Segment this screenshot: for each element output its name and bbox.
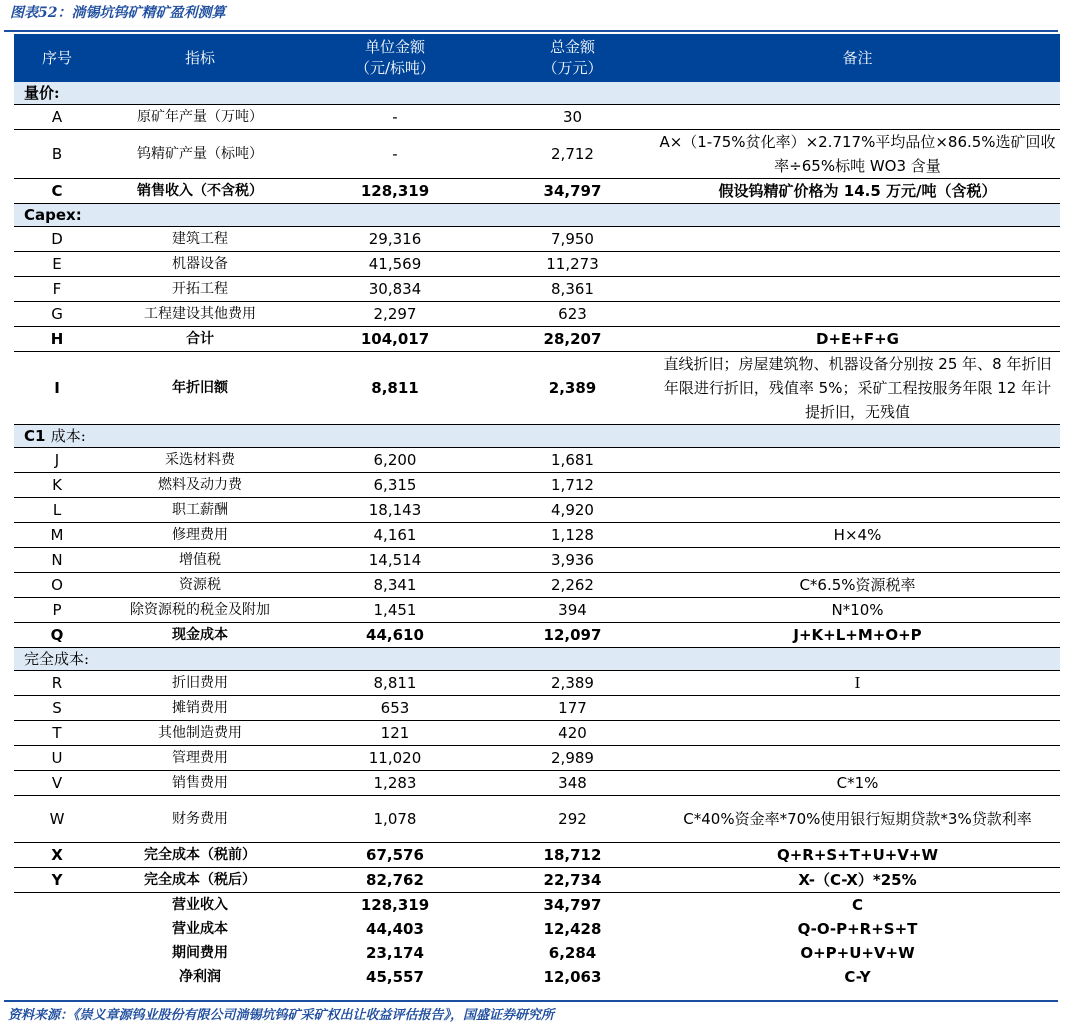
table-row xyxy=(14,623,1060,648)
section-label: 成本: xyxy=(50,427,86,445)
header-total-line2: （万元） xyxy=(542,59,603,77)
table-row xyxy=(14,179,1060,204)
row-no: Y xyxy=(14,868,100,893)
row-no: U xyxy=(14,746,100,771)
row-total: 1,128 xyxy=(490,523,655,548)
row-no: F xyxy=(14,277,100,302)
profit-estimate-table xyxy=(14,34,1060,989)
section-c1-cost xyxy=(14,425,1060,448)
row-unit: 30,834 xyxy=(300,277,490,302)
row-note: 假设钨精矿价格为 14.5 万元/吨（含税） xyxy=(655,179,1060,204)
table-row xyxy=(14,130,1060,179)
row-unit: 128,319 xyxy=(360,896,430,914)
table-row xyxy=(14,523,1060,548)
row-item: 年折旧额 xyxy=(100,352,300,425)
row-unit: 18,143 xyxy=(300,498,490,523)
row-no: C xyxy=(14,179,100,204)
row-unit: 8,341 xyxy=(300,573,490,598)
row-note: C*6.5%资源税率 xyxy=(655,573,1060,598)
row-total: 1,681 xyxy=(490,448,655,473)
row-total: 4,920 xyxy=(490,498,655,523)
row-total: 2,262 xyxy=(490,573,655,598)
row-item: 折旧费用 xyxy=(100,671,300,696)
row-no: M xyxy=(14,523,100,548)
row-item: 摊销费用 xyxy=(100,696,300,721)
row-unit: 44,610 xyxy=(300,623,490,648)
row-unit: 6,200 xyxy=(300,448,490,473)
row-item: 机器设备 xyxy=(100,252,300,277)
table-row xyxy=(14,473,1060,498)
row-total: 2,989 xyxy=(490,746,655,771)
section-label-prefix: C1 xyxy=(24,427,46,445)
section-label: 量价: xyxy=(24,84,60,102)
table-row xyxy=(14,105,1060,130)
row-note: A×（1-75%贫化率）×2.717%平均品位×86.5%选矿回收率÷65%标吨 WO3 含量 xyxy=(655,130,1060,179)
table-row xyxy=(14,448,1060,473)
table-row xyxy=(14,746,1060,771)
row-note: H×4% xyxy=(655,523,1060,548)
row-item: 原矿年产量（万吨） xyxy=(100,105,300,130)
row-no xyxy=(14,941,100,965)
header-total-line1: 总金额 xyxy=(549,38,595,56)
table-row xyxy=(14,696,1060,721)
row-unit: 1,283 xyxy=(300,771,490,796)
table-row xyxy=(14,227,1060,252)
row-item: 净利润 xyxy=(179,969,221,985)
row-unit: 23,174 xyxy=(366,944,424,962)
summary-row xyxy=(14,917,1060,941)
section-full-cost xyxy=(14,648,1060,671)
row-unit: 128,319 xyxy=(300,179,490,204)
row-note: Q-O-P+R+S+T xyxy=(797,920,918,938)
row-item: 资源税 xyxy=(100,573,300,598)
row-total: 2,712 xyxy=(490,130,655,179)
row-item: 钨精矿产量（标吨） xyxy=(100,130,300,179)
row-unit: 14,514 xyxy=(300,548,490,573)
table-row xyxy=(14,252,1060,277)
row-unit: 121 xyxy=(300,721,490,746)
row-total: 3,936 xyxy=(490,548,655,573)
row-no xyxy=(14,917,100,941)
row-no: A xyxy=(14,105,100,130)
row-item: 合计 xyxy=(100,327,300,352)
row-unit: 6,315 xyxy=(300,473,490,498)
header-no: 序号 xyxy=(14,34,100,82)
row-total: 177 xyxy=(490,696,655,721)
row-item: 其他制造费用 xyxy=(100,721,300,746)
row-no: K xyxy=(14,473,100,498)
row-note: I xyxy=(655,671,1060,696)
row-no: S xyxy=(14,696,100,721)
row-unit: 4,161 xyxy=(300,523,490,548)
row-total: 348 xyxy=(490,771,655,796)
row-unit: 8,811 xyxy=(300,352,490,425)
row-no: W xyxy=(14,796,100,843)
row-total: 8,361 xyxy=(490,277,655,302)
row-unit: 11,020 xyxy=(300,746,490,771)
row-total: 34,797 xyxy=(490,179,655,204)
row-note: C*40%资金率*70%使用银行短期贷款*3%贷款利率 xyxy=(655,796,1060,843)
row-no: J xyxy=(14,448,100,473)
row-total: 420 xyxy=(490,721,655,746)
section-volume-price xyxy=(14,82,1060,105)
row-note xyxy=(655,252,1060,277)
row-item: 采选材料费 xyxy=(100,448,300,473)
row-total: 394 xyxy=(490,598,655,623)
summary-row xyxy=(14,893,1060,918)
row-no: B xyxy=(14,130,100,179)
row-unit: - xyxy=(300,105,490,130)
row-unit: 2,297 xyxy=(300,302,490,327)
row-note xyxy=(655,277,1060,302)
table-row xyxy=(14,277,1060,302)
row-total: 12,063 xyxy=(543,968,602,986)
table-row xyxy=(14,498,1060,523)
row-total: 7,950 xyxy=(490,227,655,252)
section-label: 完全成本: xyxy=(24,650,90,668)
row-no: V xyxy=(14,771,100,796)
row-total: 6,284 xyxy=(548,944,597,962)
row-no: E xyxy=(14,252,100,277)
row-note: N*10% xyxy=(655,598,1060,623)
row-no: Q xyxy=(14,623,100,648)
row-note: J+K+L+M+O+P xyxy=(655,623,1060,648)
row-note: D+E+F+G xyxy=(655,327,1060,352)
row-unit: 44,403 xyxy=(366,920,424,938)
row-no: T xyxy=(14,721,100,746)
row-no: R xyxy=(14,671,100,696)
row-no xyxy=(14,893,100,918)
row-item: 管理费用 xyxy=(100,746,300,771)
summary-row xyxy=(14,965,1060,989)
row-unit: 1,078 xyxy=(300,796,490,843)
row-note xyxy=(655,105,1060,130)
table-row xyxy=(14,671,1060,696)
table-row xyxy=(14,598,1060,623)
row-note xyxy=(655,696,1060,721)
row-note: C*1% xyxy=(655,771,1060,796)
row-total: 2,389 xyxy=(490,671,655,696)
table-row xyxy=(14,868,1060,893)
row-item: 财务费用 xyxy=(100,796,300,843)
row-total: 12,428 xyxy=(543,920,602,938)
header-total-amount xyxy=(490,34,655,82)
row-item: 期间费用 xyxy=(172,945,228,961)
table-row xyxy=(14,352,1060,425)
row-no: D xyxy=(14,227,100,252)
row-total: 12,097 xyxy=(490,623,655,648)
row-unit: 41,569 xyxy=(300,252,490,277)
table-row xyxy=(14,843,1060,868)
row-note xyxy=(655,746,1060,771)
row-no: G xyxy=(14,302,100,327)
row-item: 完全成本（税前） xyxy=(100,843,300,868)
header-note: 备注 xyxy=(655,34,1060,82)
row-unit: 67,576 xyxy=(300,843,490,868)
row-item: 职工薪酬 xyxy=(100,498,300,523)
table-row xyxy=(14,721,1060,746)
row-item: 现金成本 xyxy=(100,623,300,648)
row-note: C-Y xyxy=(844,968,871,986)
row-total: 28,207 xyxy=(490,327,655,352)
figure-title: 图表52：淌锡坑钨矿精矿盈利测算 xyxy=(10,5,226,21)
row-note xyxy=(655,721,1060,746)
row-note xyxy=(655,448,1060,473)
row-note: 直线折旧；房屋建筑物、机器设备分别按 25 年、8 年折旧年限进行折旧，残值率 5%；采矿工程按服务年限 12 年计提折旧，无残值 xyxy=(655,352,1060,425)
row-total: 22,734 xyxy=(490,868,655,893)
row-item: 完全成本（税后） xyxy=(100,868,300,893)
table-row xyxy=(14,796,1060,843)
row-unit: 653 xyxy=(300,696,490,721)
row-unit: 104,017 xyxy=(300,327,490,352)
row-note: C xyxy=(851,896,863,914)
row-item: 工程建设其他费用 xyxy=(100,302,300,327)
row-no xyxy=(14,965,100,989)
summary-row xyxy=(14,941,1060,965)
table-row xyxy=(14,771,1060,796)
row-unit: 82,762 xyxy=(300,868,490,893)
row-note xyxy=(655,302,1060,327)
row-total: 292 xyxy=(490,796,655,843)
row-total: 623 xyxy=(490,302,655,327)
row-note xyxy=(655,227,1060,252)
section-capex xyxy=(14,204,1060,227)
row-note xyxy=(655,473,1060,498)
table-row xyxy=(14,548,1060,573)
row-note: X-（C-X）*25% xyxy=(655,868,1060,893)
header-unit-amount xyxy=(300,34,490,82)
bottom-divider xyxy=(4,1000,1058,1002)
row-note xyxy=(655,498,1060,523)
row-total: 11,273 xyxy=(490,252,655,277)
header-unit-line2: （元/标吨） xyxy=(354,59,436,77)
row-no: L xyxy=(14,498,100,523)
row-no: X xyxy=(14,843,100,868)
row-no: P xyxy=(14,598,100,623)
row-item: 除资源税的税金及附加 xyxy=(100,598,300,623)
row-note: O+P+U+V+W xyxy=(800,944,915,962)
row-item: 燃料及动力费 xyxy=(100,473,300,498)
row-total: 34,797 xyxy=(543,896,602,914)
table-row xyxy=(14,302,1060,327)
table-header xyxy=(14,34,1060,82)
row-item: 销售费用 xyxy=(100,771,300,796)
row-note: Q+R+S+T+U+V+W xyxy=(655,843,1060,868)
table-row xyxy=(14,573,1060,598)
row-total: 18,712 xyxy=(490,843,655,868)
row-item: 营业收入 xyxy=(172,897,228,913)
row-item: 建筑工程 xyxy=(100,227,300,252)
header-item: 指标 xyxy=(100,34,300,82)
row-note xyxy=(655,548,1060,573)
row-no: N xyxy=(14,548,100,573)
row-total: 30 xyxy=(490,105,655,130)
row-total: 1,712 xyxy=(490,473,655,498)
row-unit: 8,811 xyxy=(300,671,490,696)
row-unit: 1,451 xyxy=(300,598,490,623)
row-item: 开拓工程 xyxy=(100,277,300,302)
row-item: 增值税 xyxy=(100,548,300,573)
row-total: 2,389 xyxy=(490,352,655,425)
row-no: I xyxy=(14,352,100,425)
row-item: 销售收入（不含税） xyxy=(100,179,300,204)
row-unit: 45,557 xyxy=(366,968,424,986)
row-no: O xyxy=(14,573,100,598)
row-item: 营业成本 xyxy=(172,921,228,937)
source-note: 资料来源：《崇义章源钨业股份有限公司淌锡坑钨矿采矿权出让收益评估报告》，国盛证券研究所 xyxy=(8,1008,555,1023)
section-label: Capex: xyxy=(24,206,82,224)
row-no: H xyxy=(14,327,100,352)
row-unit: - xyxy=(300,130,490,179)
row-unit: 29,316 xyxy=(300,227,490,252)
row-item: 修理费用 xyxy=(100,523,300,548)
top-divider xyxy=(4,30,1058,32)
table-row xyxy=(14,327,1060,352)
header-unit-line1: 单位金额 xyxy=(364,38,425,56)
